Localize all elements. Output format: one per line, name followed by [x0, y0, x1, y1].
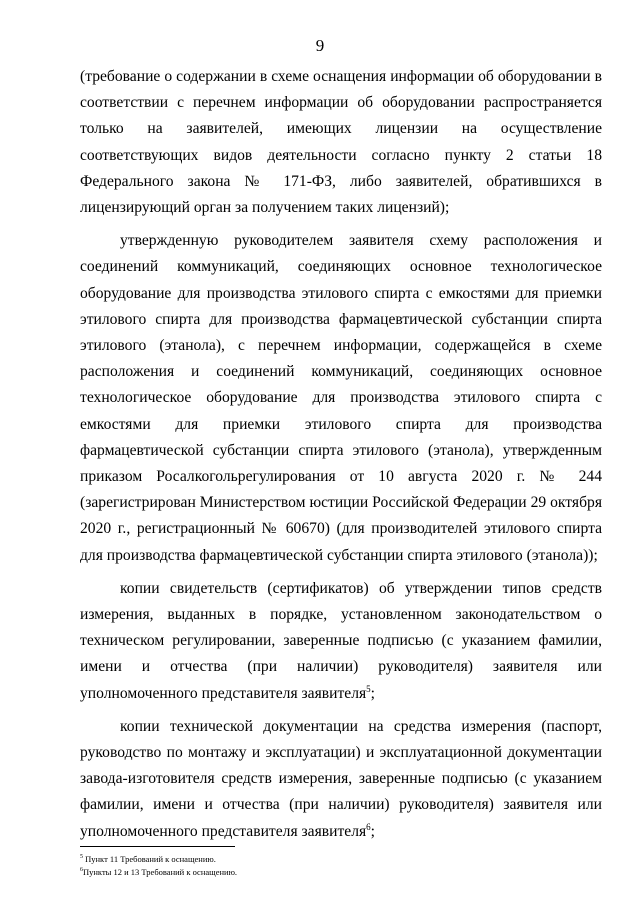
footnote-6 — [80, 865, 600, 878]
footnote-6-text: Пункты 12 и 13 Требований к оснащению. — [83, 866, 238, 877]
footnote-6-mark: 6 — [80, 866, 83, 873]
paragraph-1 — [80, 64, 602, 221]
footnote-5-mark: 5 — [80, 854, 83, 860]
paragraph-4 — [80, 714, 602, 845]
footnote-5-text: Пункт 11 Требований к оснащению. — [83, 853, 216, 864]
page-number: 9 — [315, 36, 325, 55]
footnote-ref-5: 5 — [366, 683, 371, 694]
footnotes — [80, 852, 600, 878]
footnote-5 — [80, 852, 600, 865]
paragraph-2 — [80, 228, 602, 569]
paragraph-3 — [80, 576, 602, 707]
footnote-separator — [80, 846, 235, 847]
paragraph-3-tail: ; — [370, 684, 376, 702]
paragraph-4-text: копии технической документации на средства измерения (паспорт, руководство по монтажу и эксплуатации) и эксплуатационной документации завода-изготовителя средств измерения, заверенные подписью (с указанием фамилии, имени и отчества (при наличии) руководителя) заявителя или уполномоченного представителя заявителя — [80, 717, 602, 840]
paragraph-3-text: копии свидетельств (сертификатов) об утверждении типов средств измерения, выданных в порядке, установленном законодательством о техническом регулировании, заверенные подписью (с указанием фамилии, имени и отчества (при наличии) руководителя) заявителя или уполномоченного представителя заявителя — [80, 579, 602, 702]
footnote-ref-6: 6 — [366, 821, 371, 832]
document-body — [80, 64, 602, 852]
paragraph-4-tail: ; — [370, 822, 376, 840]
paragraph-1-text: (требование о содержании в схеме оснащения информации об оборудовании в соответствии с перечнем информации об оборудовании распространяется только на заявителей, имеющих лицензии на осуществление соответствующих видов деятельности согласно пункту 2 статьи 18 Федерального закона № 171-ФЗ, либо заявителей, обратившихся в лицензирующий орган за получением таких лицензий); — [80, 68, 602, 217]
paragraph-2-text: утвержденную руководителем заявителя схему расположения и соединений коммуникаций, соединяющих основное технологическое оборудование для производства этилового спирта с емкостями для приемки этилового спирта для производства фармацевтической субстанции спирта этилового (этанола), с перечнем информации, содержащейся в схеме расположения и соединений коммуникаций, соединяющих основное технологическое оборудование для производства этилового спирта с емкостями для приемки этилового спирта для производства фармацевтической субстанции спирта этилового (этанола), утвержденным приказом Росалкогольрегулирования от 10 августа 2020 г. № 244 (зарегистрирован Министерством юстиции Российской Федерации 29 октября 2020 г., регистрационный № 60670) (для производителей этилового спирта для производства фармацевтической субстанции спирта этилового (этанола)); — [80, 232, 602, 564]
